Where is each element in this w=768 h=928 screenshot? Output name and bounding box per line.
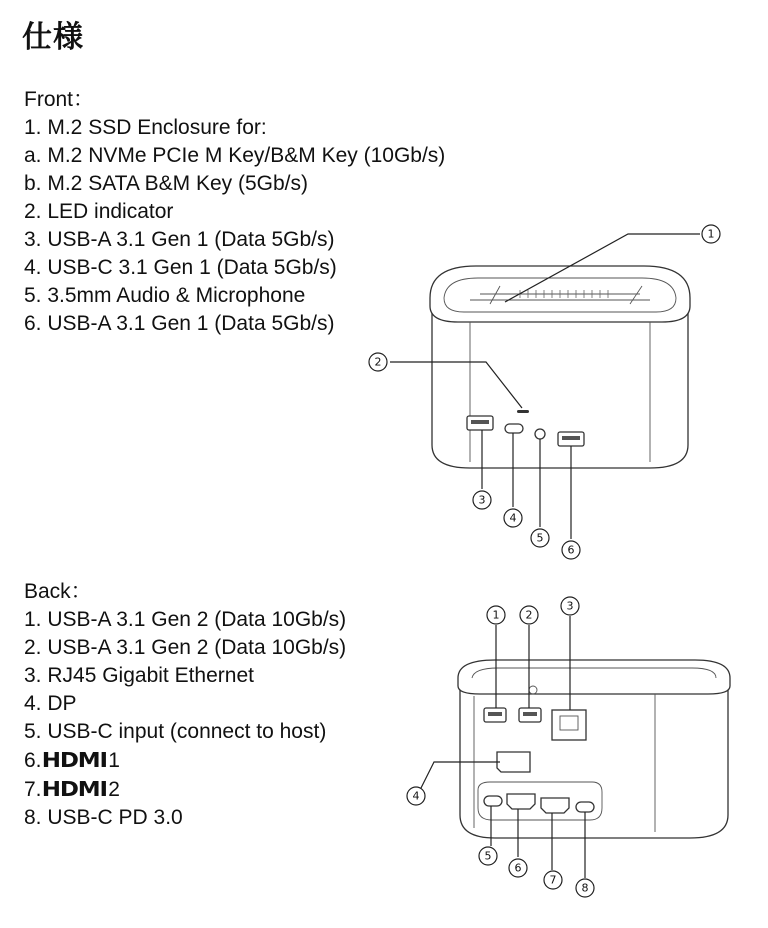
callout-marker <box>561 597 579 615</box>
front-item: 2. LED indicator <box>24 200 174 223</box>
callout-marker <box>487 606 505 624</box>
callout-number: 4 <box>509 511 517 525</box>
front-heading: Front： <box>24 88 95 111</box>
hdmi-port-icon <box>541 798 569 813</box>
audio-jack-icon <box>535 429 545 439</box>
back-item: 2. USB-A 3.1 Gen 2 (Data 10Gb/s) <box>24 636 347 659</box>
hdmi-logo: HDMI <box>41 777 107 801</box>
callout-marker <box>576 879 594 897</box>
page-title: 仕様 <box>22 20 84 55</box>
callout-number: 5 <box>484 849 492 863</box>
front-item: 3. USB-A 3.1 Gen 1 (Data 5Gb/s) <box>24 228 335 251</box>
callout-number: 1 <box>492 608 500 622</box>
usb-c-port-icon <box>484 796 502 806</box>
led-indicator <box>517 410 529 413</box>
hdmi-logo: HDMI <box>41 748 107 772</box>
hdmi-port-icon <box>507 794 535 809</box>
back-item: 4. DP <box>24 692 77 715</box>
callout-marker <box>702 225 720 243</box>
usb-c-port-icon <box>505 424 523 433</box>
front-item: a. M.2 NVMe PCIe M Key/B&M Key (10Gb/s) <box>24 144 446 167</box>
item-suffix: 1 <box>108 749 120 772</box>
rj45-port-icon <box>552 710 586 740</box>
callout-number: 2 <box>374 355 382 369</box>
item-number: 7. <box>24 778 42 801</box>
callout-number: 6 <box>567 543 575 557</box>
callout-number: 4 <box>412 789 420 803</box>
callout-number: 7 <box>549 873 557 887</box>
callout-number: 3 <box>478 493 486 507</box>
displayport-icon <box>497 752 530 772</box>
callout-marker <box>504 509 522 527</box>
back-item: 8. USB-C PD 3.0 <box>24 806 183 829</box>
front-item: b. M.2 SATA B&M Key (5Gb/s) <box>24 172 308 195</box>
callout-marker <box>407 787 425 805</box>
item-number: 6. <box>24 749 42 772</box>
callout-marker <box>544 871 562 889</box>
front-item: 5. 3.5mm Audio & Microphone <box>24 284 306 307</box>
callout-number: 3 <box>566 599 574 613</box>
back-device-illustration <box>420 616 730 878</box>
back-item: 3. RJ45 Gigabit Ethernet <box>24 664 254 687</box>
callout-number: 8 <box>581 881 589 895</box>
callout-marker <box>562 541 580 559</box>
back-heading: Back： <box>24 580 92 603</box>
callout-number: 5 <box>536 531 544 545</box>
callout-number: 1 <box>707 227 715 241</box>
item-suffix: 2 <box>108 778 120 801</box>
front-item: 4. USB-C 3.1 Gen 1 (Data 5Gb/s) <box>24 256 337 279</box>
callout-number: 2 <box>525 608 533 622</box>
callout-marker <box>479 847 497 865</box>
callout-marker <box>520 606 538 624</box>
callout-marker <box>473 491 491 509</box>
back-item: 1. USB-A 3.1 Gen 2 (Data 10Gb/s) <box>24 608 347 631</box>
front-device-illustration <box>390 234 700 539</box>
callout-number: 6 <box>514 861 522 875</box>
callout-marker <box>509 859 527 877</box>
usb-c-port-icon <box>576 802 594 812</box>
back-item: 5. USB-C input (connect to host) <box>24 720 327 743</box>
front-item: 1. M.2 SSD Enclosure for: <box>24 116 267 139</box>
front-item: 6. USB-A 3.1 Gen 1 (Data 5Gb/s) <box>24 312 335 335</box>
callout-marker <box>369 353 387 371</box>
callout-marker <box>531 529 549 547</box>
